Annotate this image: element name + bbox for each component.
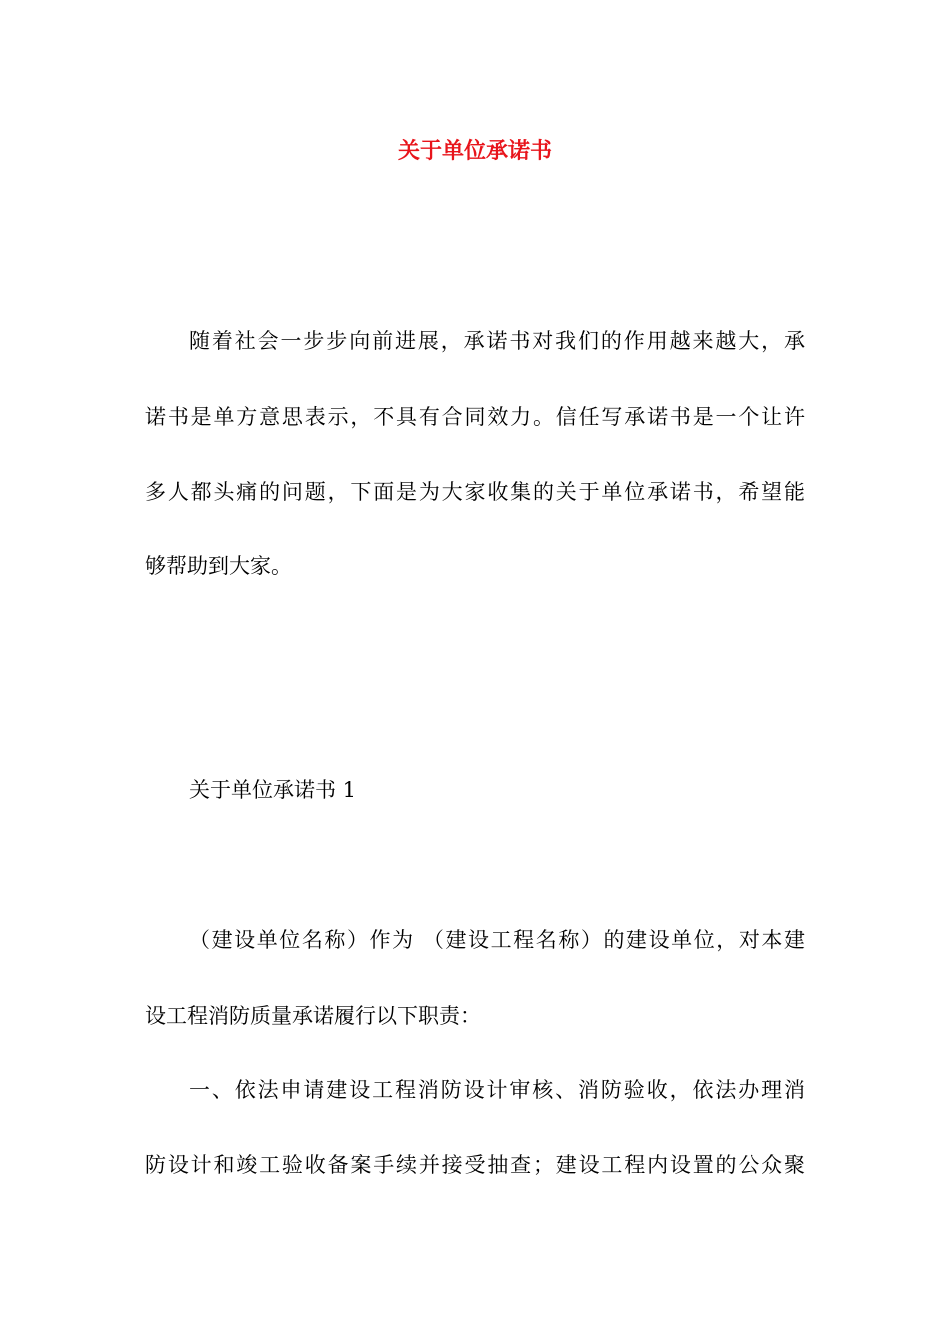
intro-line-1: 随着社会一步步向前进展，承诺书对我们的作用越来越大，承 xyxy=(189,329,805,353)
section-heading: 关于单位承诺书 1 xyxy=(189,778,357,802)
intro-line-4: 够帮助到大家。 xyxy=(145,554,292,578)
intro-line-2: 诺书是单方意思表示，不具有合同效力。信任写承诺书是一个让许 xyxy=(145,405,805,429)
document-title: 关于单位承诺书 xyxy=(397,138,552,164)
body-line-3: 一、依法申请建设工程消防设计审核、消防验收，依法办理消 xyxy=(189,1078,805,1102)
body-line-1: （建设单位名称）作为 （建设工程名称）的建设单位，对本建 xyxy=(189,928,805,952)
body-line-2: 设工程消防质量承诺履行以下职责： xyxy=(145,1004,481,1028)
body-line-4: 防设计和竣工验收备案手续并接受抽查；建设工程内设置的公众聚 xyxy=(145,1153,805,1177)
intro-line-3: 多人都头痛的问题，下面是为大家收集的关于单位承诺书，希望能 xyxy=(145,480,805,504)
